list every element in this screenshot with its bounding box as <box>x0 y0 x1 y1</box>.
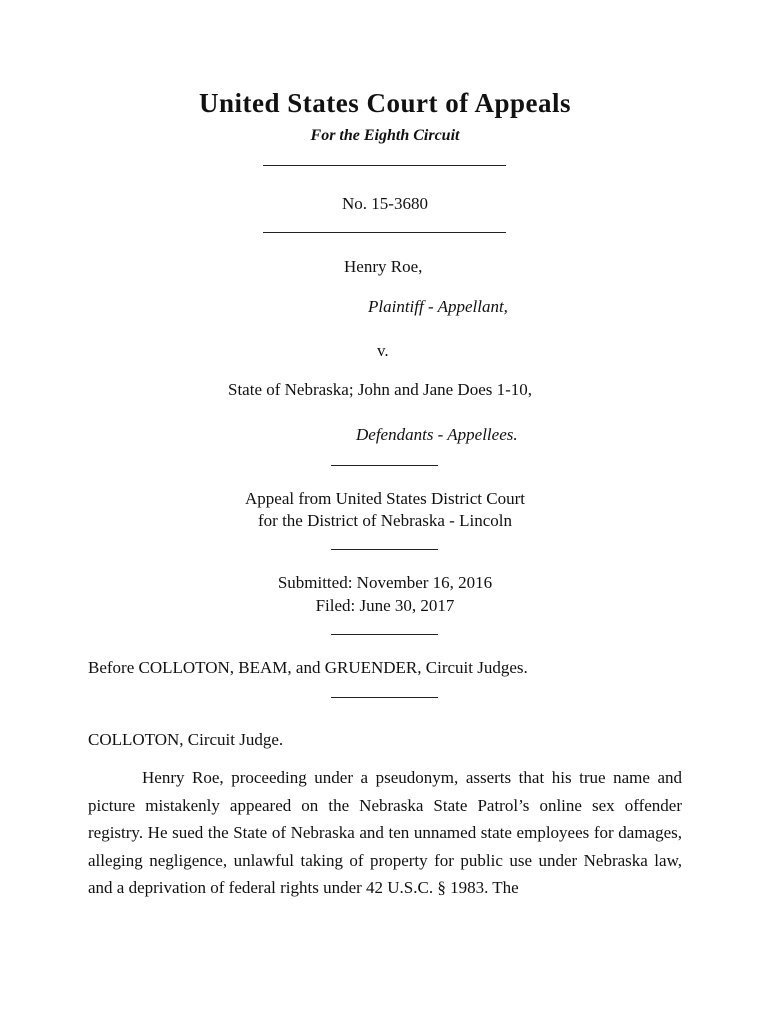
plaintiff-name: Henry Roe, <box>344 257 423 276</box>
appeal-line-1: Appeal from United States District Court <box>245 489 525 508</box>
court-name-heading: United States Court of Appeals <box>198 88 571 118</box>
versus-label: v. <box>377 341 389 360</box>
circuit-subheading: For the Eighth Circuit <box>310 127 460 144</box>
defendants-names: State of Nebraska; John and Jane Does 1-10, <box>228 380 533 399</box>
divider-rule <box>331 697 438 698</box>
filed-date: Filed: June 30, 2017 <box>315 596 455 615</box>
plaintiff-role: Plaintiff - Appellant, <box>368 297 508 316</box>
divider-rule <box>331 465 438 466</box>
opinion-author: COLLOTON, Circuit Judge. <box>88 730 284 749</box>
defendants-role: Defendants - Appellees. <box>356 425 518 444</box>
appeal-line-2: for the District of Nebraska - Lincoln <box>258 511 512 530</box>
submitted-date: Submitted: November 16, 2016 <box>277 573 493 592</box>
opinion-paragraph: Henry Roe, proceeding under a pseudonym, asserts that his true name and picture mistakenly appeared on the Nebraska State Patrol’s online sex offender registry. He sued the State of Nebraska and ten unnamed state employees for damages, alleging negligence, unlawful taking of property for public use under Nebraska law, and a deprivation of federal rights under 42 U.S.C. § 1983. The <box>88 768 682 897</box>
panel-judges: Before COLLOTON, BEAM, and GRUENDER, Circuit Judges. <box>88 658 528 677</box>
divider-rule <box>331 549 438 550</box>
divider-rule <box>263 232 506 233</box>
divider-rule <box>331 634 438 635</box>
divider-rule <box>263 165 506 166</box>
case-number: No. 15-3680 <box>342 194 428 213</box>
